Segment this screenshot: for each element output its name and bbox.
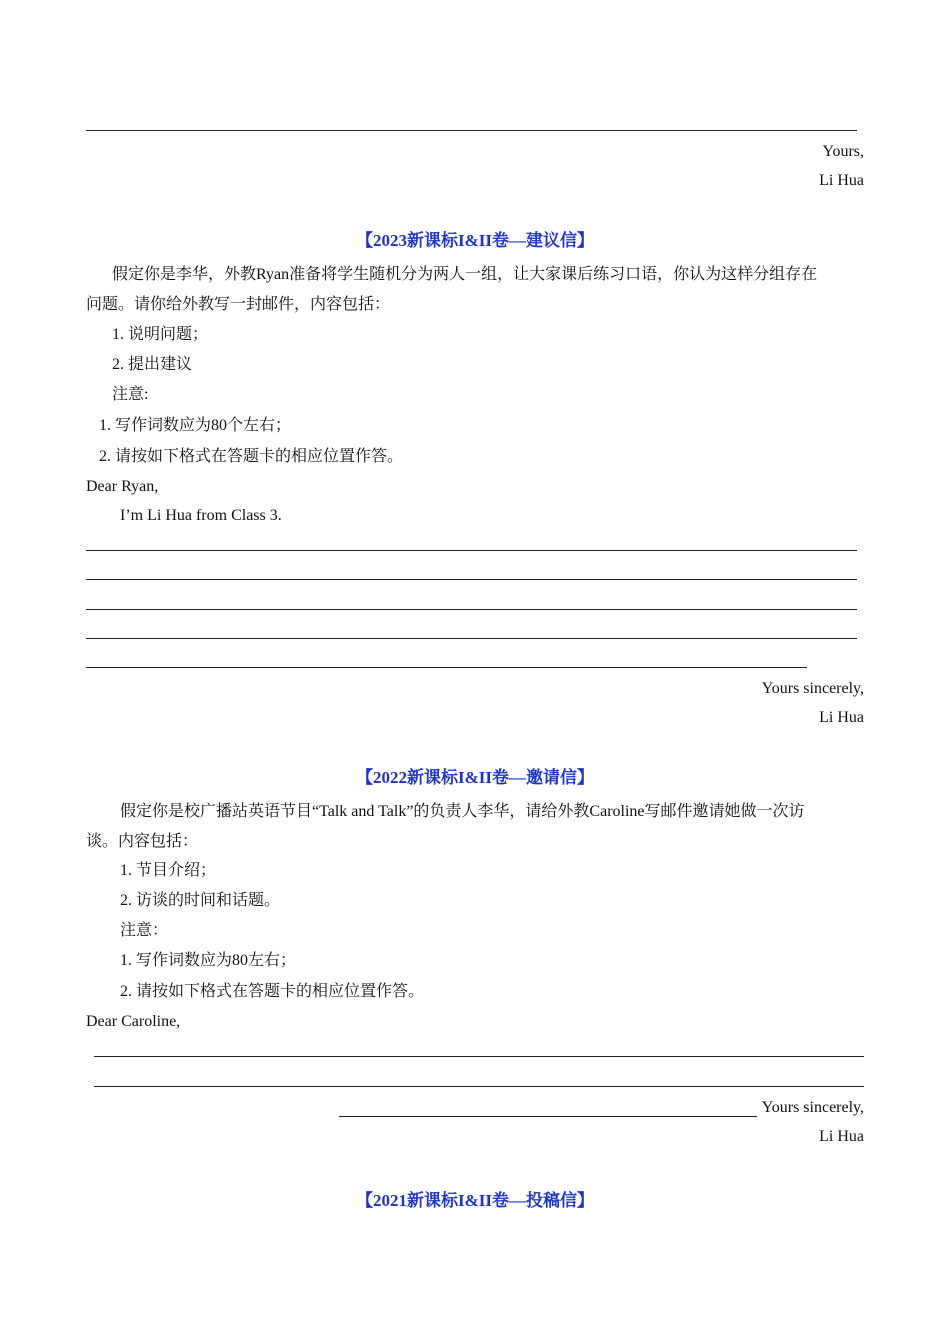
letter-closing: Yours sincerely, — [761, 1099, 864, 1116]
letter-greeting: Dear Ryan, — [86, 478, 159, 495]
answer-line — [86, 130, 857, 131]
content-item: 2. 访谈的时间和话题。 — [120, 892, 281, 909]
content-item: 1. 节目介绍； — [120, 862, 217, 879]
content-item: 2. 提出建议 — [112, 356, 193, 373]
letter-opening: I’m Li Hua from Class 3. — [120, 507, 282, 524]
answer-line — [339, 1116, 757, 1117]
answer-line — [86, 638, 857, 639]
section-title-2022: 【2022新课标I&II卷—邀请信】 — [355, 768, 594, 787]
prompt-paragraph-cont: 谈。内容包括： — [86, 833, 199, 850]
answer-line — [86, 609, 857, 610]
letter-closing: Yours sincerely, — [761, 680, 864, 697]
note-item: 2. 请按如下格式在答题卡的相应位置作答。 — [99, 448, 404, 465]
answer-line — [86, 579, 857, 580]
note-label: 注意: — [112, 386, 149, 403]
answer-line — [86, 550, 857, 551]
letter-signature: Li Hua — [819, 1128, 864, 1145]
answer-line — [86, 667, 807, 668]
prompt-paragraph: 假定你是校广播站英语节目“Talk and Talk”的负责人李华，请给外教Caroline写邮件邀请她做一次访 — [120, 803, 805, 820]
section-title-2021: 【2021新课标I&II卷—投稿信】 — [355, 1191, 594, 1210]
section-title-2023: 【2023新课标I&II卷—建议信】 — [355, 231, 594, 250]
note-item: 2. 请按如下格式在答题卡的相应位置作答。 — [120, 983, 425, 1000]
letter-closing: Yours, — [822, 143, 864, 160]
note-item: 1. 写作词数应为80个左右； — [99, 417, 292, 434]
prompt-paragraph-cont: 问题。请你给外教写一封邮件，内容包括： — [86, 296, 391, 313]
answer-line — [94, 1086, 864, 1087]
answer-line — [94, 1056, 864, 1057]
letter-signature: Li Hua — [819, 709, 864, 726]
letter-greeting: Dear Caroline, — [86, 1013, 181, 1030]
note-label: 注意： — [120, 922, 169, 939]
note-item: 1. 写作词数应为80左右； — [120, 952, 297, 969]
content-item: 1. 说明问题； — [112, 326, 209, 343]
prompt-paragraph: 假定你是李华，外教Ryan准备将学生随机分为两人一组，让大家课后练习口语，你认为这样分组存在 — [112, 266, 818, 283]
letter-signature: Li Hua — [819, 172, 864, 189]
